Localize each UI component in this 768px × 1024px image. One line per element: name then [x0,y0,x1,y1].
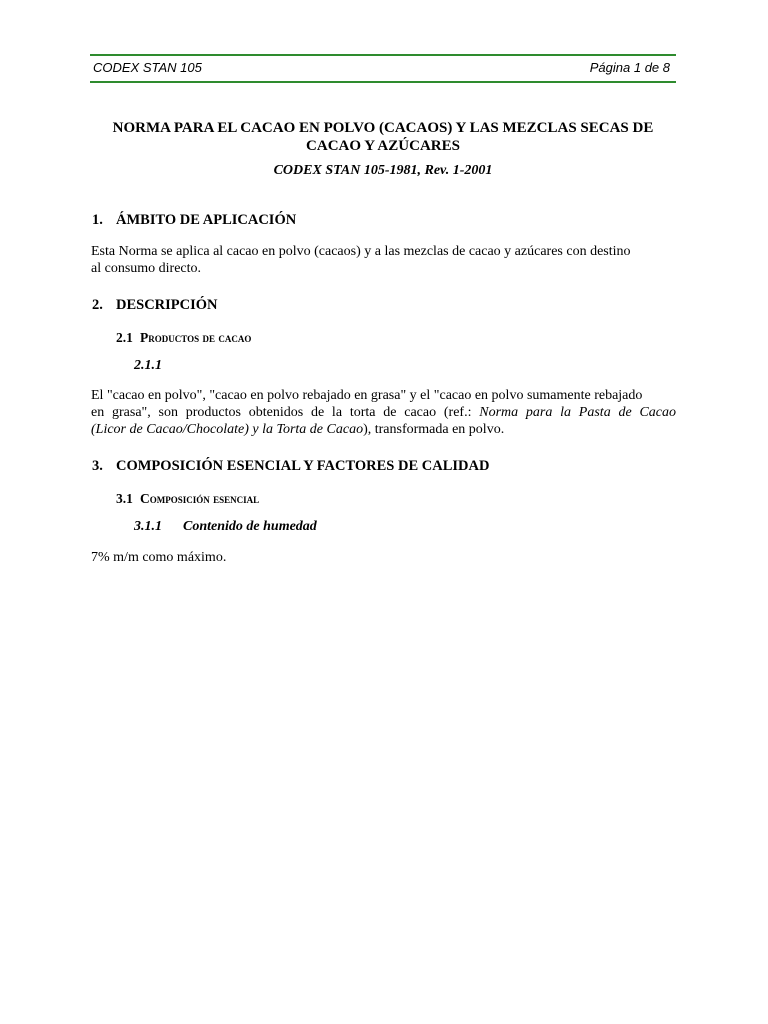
document-title-line-2: CACAO Y AZÚCARES [306,138,460,154]
subsection-3-1-1-heading [134,518,317,536]
subsection-3-1-1-number: 3.1.1 [134,519,162,534]
section-2-text-line-3-tail: ), transformada en polvo. [363,422,505,437]
section-3-heading [92,457,489,475]
section-3-number: 3. [92,458,103,474]
subsection-3-1-heading [116,490,259,508]
header-code: CODEX STAN 105 [93,60,202,75]
subsection-3-1-number: 3.1 [116,491,133,506]
subsection-2-1-title: Productos de cacao [140,330,252,345]
header-page-number: Página 1 de 8 [589,60,670,75]
subsection-2-1-heading [116,329,251,347]
section-2-heading [92,296,218,314]
section-3-title: COMPOSICIÓN ESENCIAL Y FACTORES DE CALIDAD [116,458,490,474]
subsection-3-1-title: Composición esencial [140,491,260,506]
document-title-line-1: NORMA PARA EL CACAO EN POLVO (CACAOS) Y LAS MEZCLAS SECAS DE [112,120,654,136]
section-1-title: ÁMBITO DE APLICACIÓN [116,212,297,228]
section-2-reference-part-1: Norma para la Pasta de Cacao [479,405,677,420]
section-1-number: 1. [92,212,103,228]
header-bottom-rule [90,81,676,83]
subsection-2-1-1-heading [134,357,162,375]
section-1-heading [92,211,296,229]
section-2-text-line-1: El "cacao en polvo", "cacao en polvo rebajado en grasa" y el "cacao en polvo sumamente rebajado [91,388,643,403]
subsection-2-1-number: 2.1 [116,330,133,345]
header-top-rule [90,54,676,56]
document-title [90,119,676,155]
section-2-text-line-2-main: en grasa", son productos obtenidos de la torta de cacao (ref.: [91,405,472,420]
document-subtitle: CODEX STAN 105-1981, Rev. 1-2001 [273,163,493,178]
section-2-text-line-2 [91,404,676,421]
section-1-text-line-2: al consumo directo. [91,261,202,276]
section-1-paragraph [91,243,676,277]
section-1-text-line-1: Esta Norma se aplica al cacao en polvo (cacaos) y a las mezclas de cacao y azúcares con destino [91,244,631,259]
subsection-3-1-1-title: Contenido de humedad [183,519,317,534]
section-2-number: 2. [92,297,103,313]
subsection-2-1-1-number: 2.1.1 [134,358,162,373]
section-2-reference-part-2: (Licor de Cacao/Chocolate) y la Torta de Cacao [91,422,364,437]
section-2-1-1-paragraph [91,387,676,438]
section-3-1-1-paragraph: 7% m/m como máximo. [91,550,227,565]
section-2-title: DESCRIPCIÓN [116,297,218,313]
